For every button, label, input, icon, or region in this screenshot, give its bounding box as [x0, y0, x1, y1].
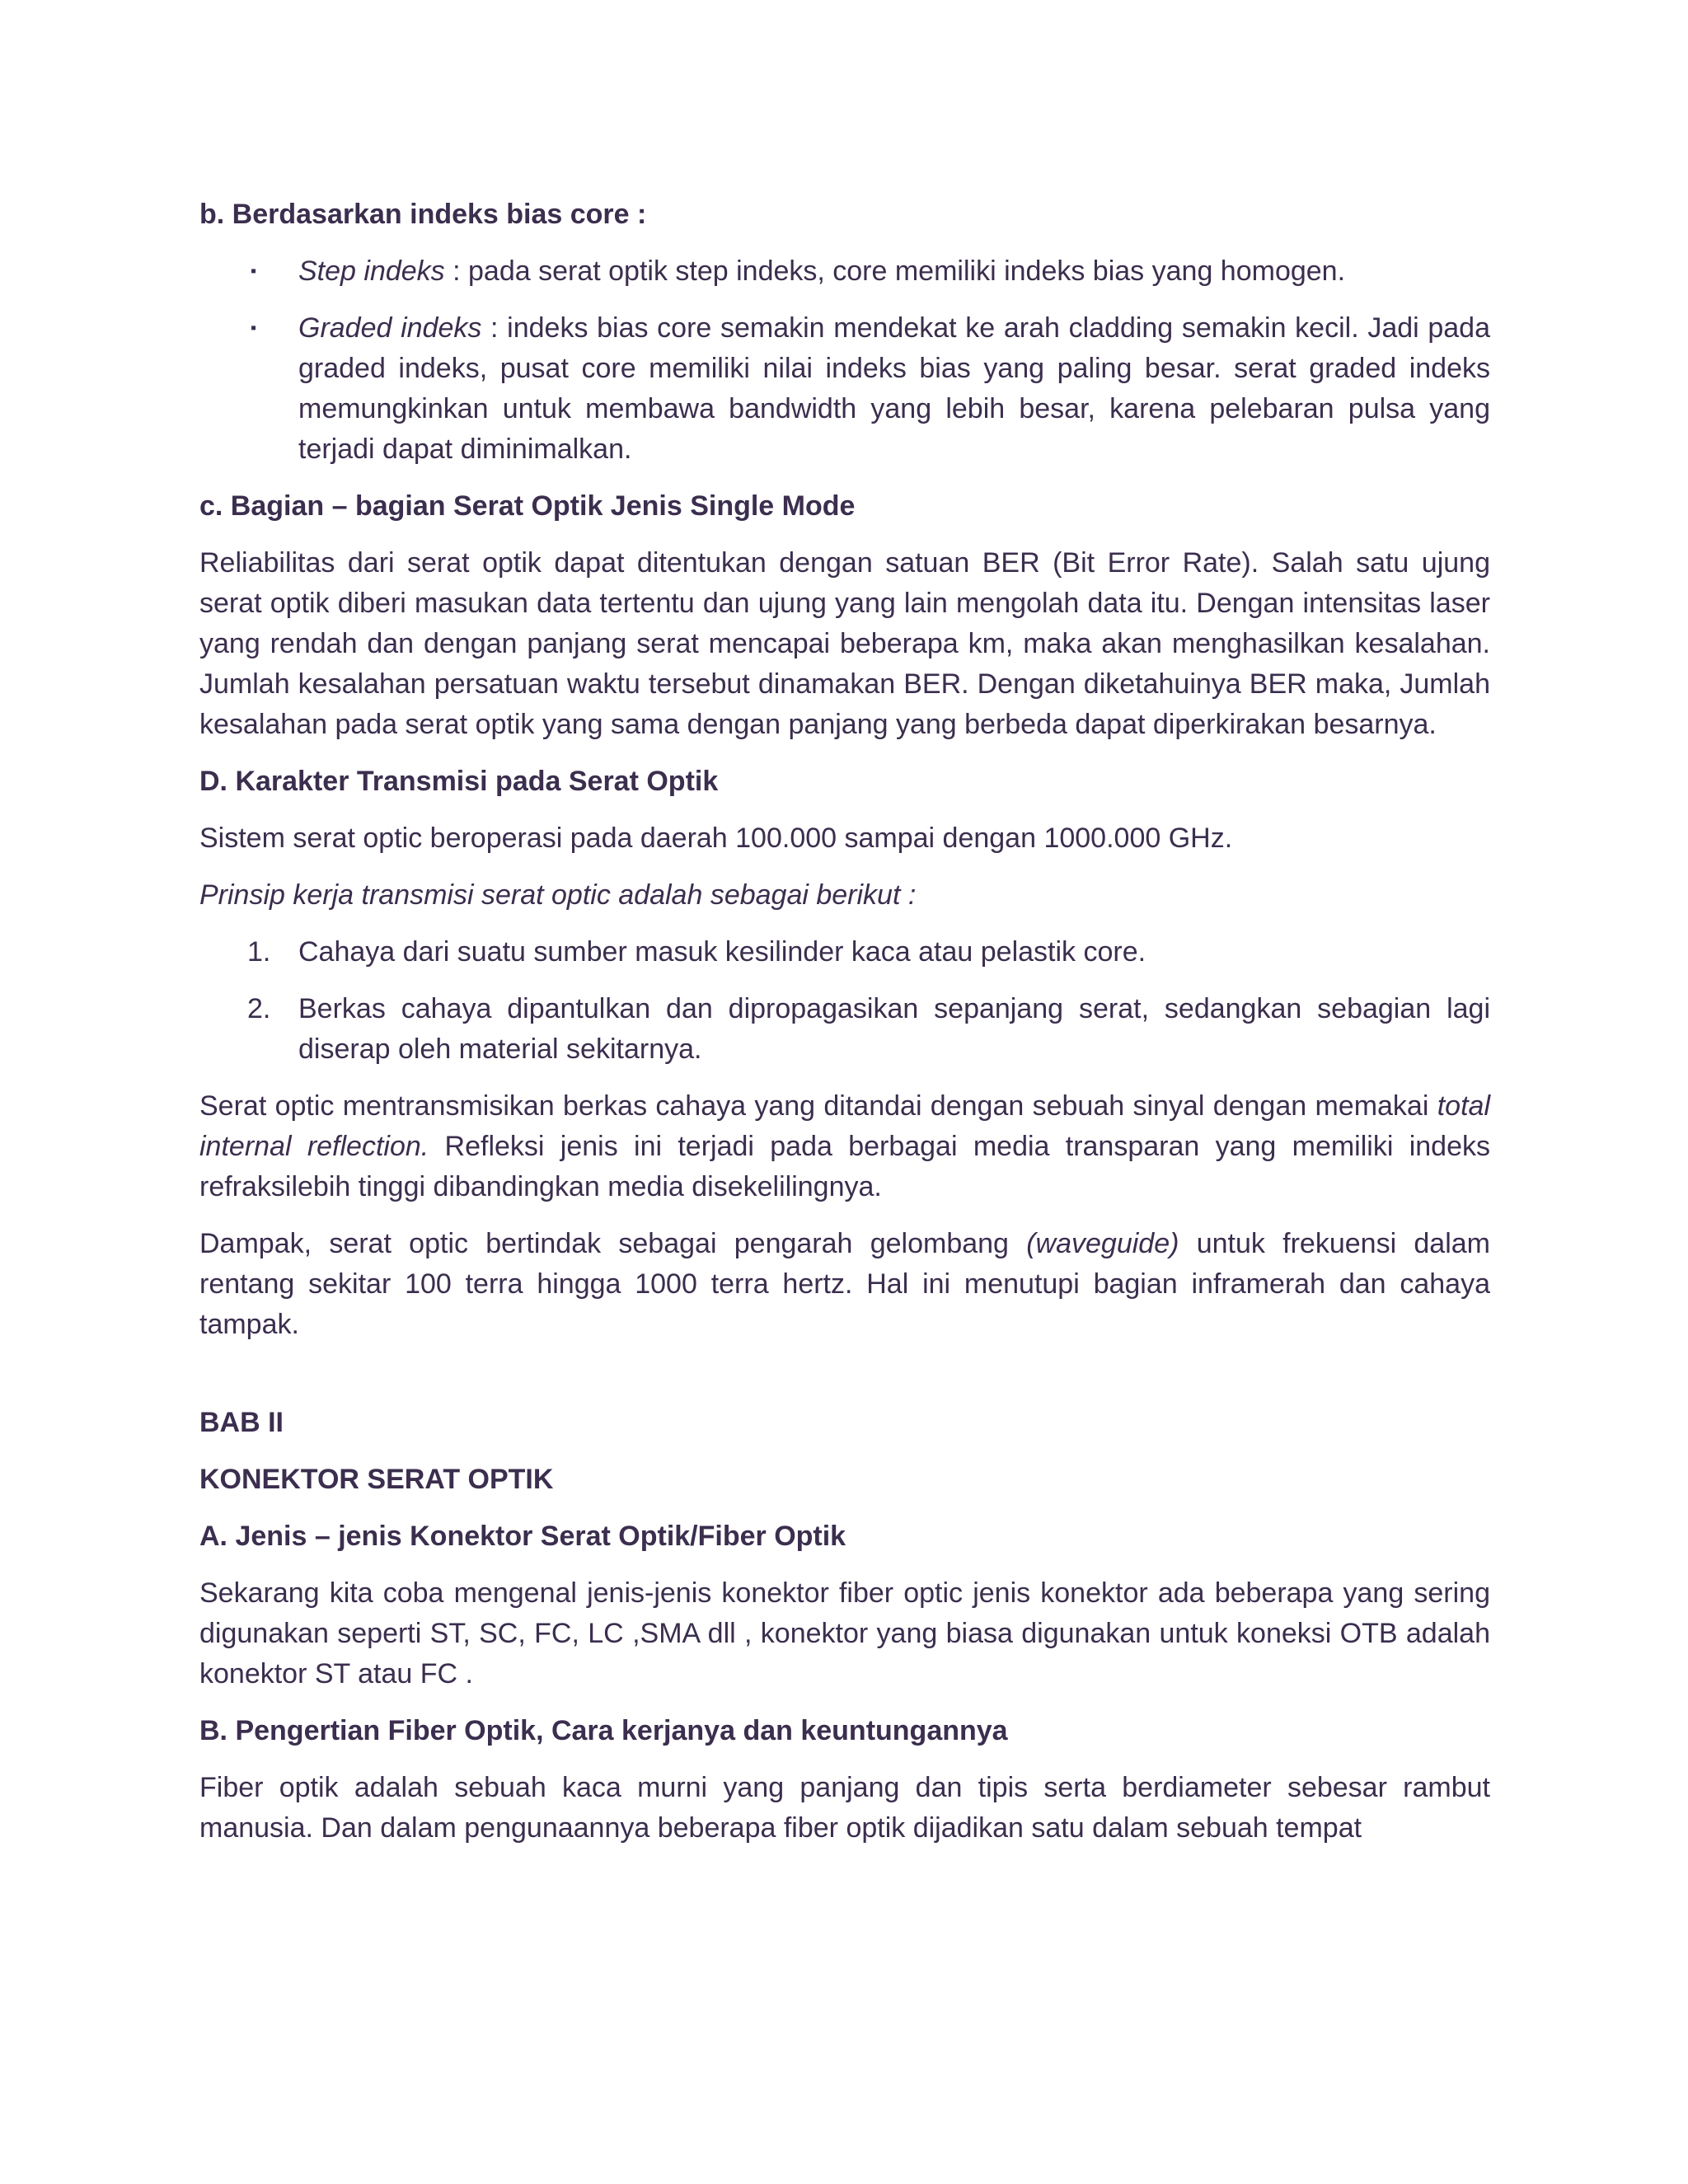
step-text: Cahaya dari suatu sumber masuk kesilinder kaca atau pelastik core. — [298, 936, 1146, 968]
list-item-step-2 — [199, 989, 1490, 1070]
section-b-heading: b. Berdasarkan indeks bias core : — [199, 199, 647, 230]
chapter-title: KONEKTOR SERAT OPTIK — [199, 1464, 554, 1495]
step-indeks-description: : pada serat optik step indeks, core memiliki indeks bias yang homogen. — [444, 255, 1346, 287]
section-d-paragraph-1: Sistem serat optic beroperasi pada daerah 100.000 sampai dengan 1000.000 GHz. — [199, 823, 1233, 854]
bab2-section-a-heading: A. Jenis – jenis Konektor Serat Optik/Fiber Optik — [199, 1521, 846, 1552]
list-item-step-index — [199, 251, 1490, 292]
paragraph-4-post: untuk frekuensi dalam rentang sekitar 100 terra hingga 1000 terra hertz. Hal ini menutupi bagian inframerah dan cahaya tampak. — [199, 1228, 1490, 1340]
index-type-list — [199, 251, 1490, 470]
section-d-paragraph-3 — [199, 1086, 1490, 1207]
document-page — [199, 194, 1490, 1865]
bab2-section-b-paragraph: Fiber optik adalah sebuah kaca murni yang panjang dan tipis serta berdiameter sebesar rambut manusia. Dan dalam pengunaannya beberapa fiber optik dijadikan satu dalam sebuah tempat — [199, 1772, 1490, 1844]
spacer — [199, 1361, 1490, 1403]
chapter-label: BAB II — [199, 1407, 284, 1438]
graded-indeks-description: : indeks bias core semakin mendekat ke arah cladding semakin kecil. Jadi pada graded indeks, pusat core memiliki nilai indeks bias yang paling besar. serat graded indeks memungkinkan untuk membawa bandwidth yang lebih besar, karena pelebaran pulsa yang terjadi dapat diminimalkan. — [298, 312, 1490, 465]
bab2-section-b-heading: B. Pengertian Fiber Optik, Cara kerjanya dan keuntungannya — [199, 1715, 1008, 1746]
section-d-heading: D. Karakter Transmisi pada Serat Optik — [199, 766, 719, 797]
paragraph-4-pre: Dampak, serat optic bertindak sebagai pengarah gelombang — [199, 1228, 1027, 1259]
paragraph-3-emphasis: total internal reflection. — [199, 1090, 1490, 1162]
step-text: Berkas cahaya dipantulkan dan dipropagasikan sepanjang serat, sedangkan sebagian lagi diserap oleh material sekitarnya. — [298, 993, 1490, 1065]
paragraph-3-pre: Serat optic mentransmisikan berkas cahaya yang ditandai dengan sebuah sinyal dengan memakai — [199, 1090, 1437, 1122]
section-c-heading: c. Bagian – bagian Serat Optik Jenis Single Mode — [199, 490, 856, 522]
square-bullet-icon: ▪ — [251, 262, 257, 280]
square-bullet-icon: ▪ — [251, 319, 257, 337]
section-c-paragraph: Reliabilitas dari serat optik dapat ditentukan dengan satuan BER (Bit Error Rate). Salah satu ujung serat optik diberi masukan data tertentu dan ujung yang lain mengolah data itu. Dengan intensitas laser yang rendah dan dengan panjang serat mencapai beberapa km, maka akan menghasilkan kesalahan. Jumlah kesalahan persatuan waktu tersebut dinamakan BER. Dengan diketahuinya BER maka, Jumlah kesalahan pada serat optik yang sama dengan panjang yang berbeda dapat diperkirakan besarnya. — [199, 547, 1490, 740]
section-d-principle-intro: Prinsip kerja transmisi serat optic adalah sebagai berikut : — [199, 879, 917, 911]
term-step-indeks: Step indeks — [298, 255, 445, 287]
paragraph-4-emphasis: (waveguide) — [1026, 1228, 1179, 1259]
step-number: 1. — [247, 936, 271, 968]
list-item-step-1 — [199, 932, 1490, 972]
step-number: 2. — [247, 993, 271, 1024]
section-d-paragraph-4 — [199, 1224, 1490, 1345]
bab2-section-a-paragraph: Sekarang kita coba mengenal jenis-jenis konektor fiber optic jenis konektor ada beberapa yang sering digunakan seperti ST, SC, FC, LC ,SMA dll , konektor yang biasa digunakan untuk koneksi OTB adalah konektor ST atau FC . — [199, 1577, 1490, 1690]
paragraph-3-post: Refleksi jenis ini terjadi pada berbagai media transparan yang memiliki indeks refraksilebih tinggi dibandingkan media disekelilingnya. — [199, 1131, 1490, 1202]
list-item-graded-index — [199, 308, 1490, 470]
term-graded-indeks: Graded indeks — [298, 312, 482, 344]
transmission-steps-list — [199, 932, 1490, 1070]
